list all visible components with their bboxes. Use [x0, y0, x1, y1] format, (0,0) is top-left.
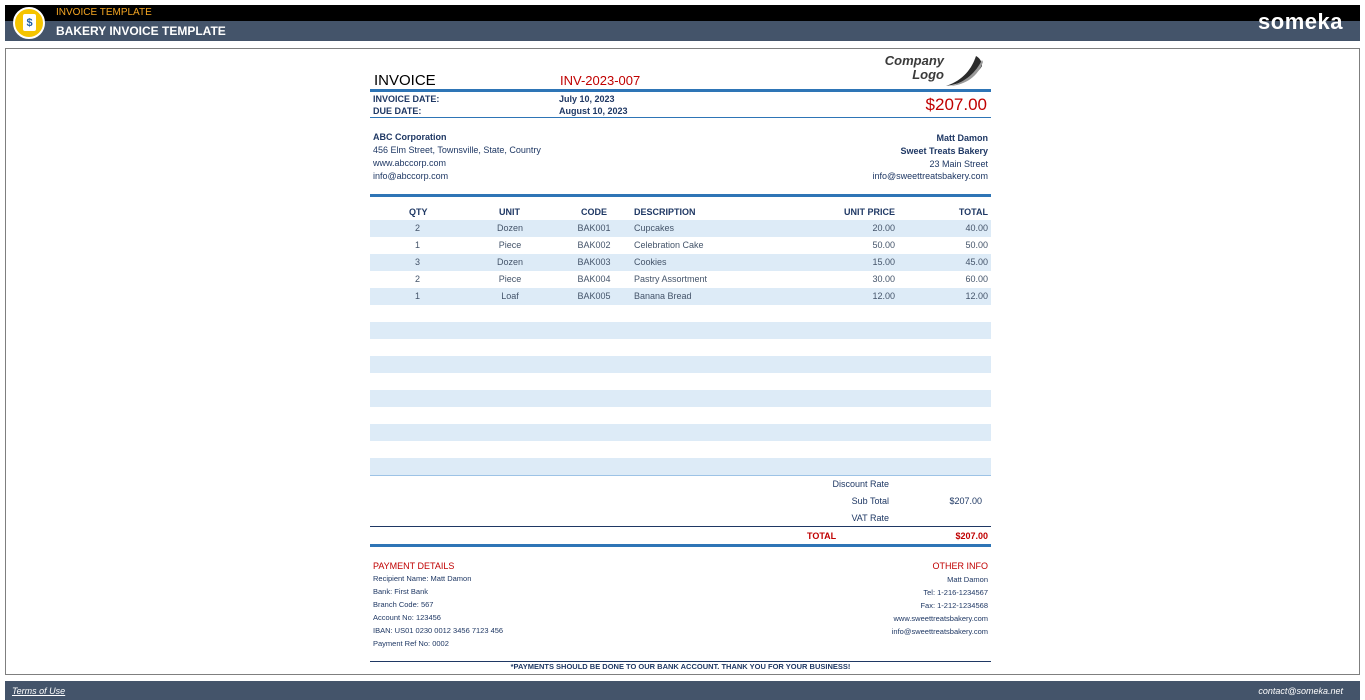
invoice-date-value[interactable]: July 10, 2023	[559, 94, 615, 104]
header-code: CODE	[581, 207, 608, 217]
due-date-value[interactable]: August 10, 2023	[559, 106, 628, 116]
other-info-line: Tel: 1-216-1234567	[923, 588, 988, 597]
header-total: TOTAL	[958, 207, 988, 217]
cell-description[interactable]: Cookies	[634, 257, 667, 267]
other-info-line: Fax: 1-212-1234568	[920, 601, 988, 610]
invoice-date-label: INVOICE DATE:	[373, 94, 440, 104]
bill-to-web[interactable]: www.abccorp.com	[373, 158, 447, 168]
subtotal-value: $207.00	[949, 496, 982, 506]
empty-row[interactable]	[370, 390, 991, 407]
cell-code[interactable]: BAK002	[577, 240, 611, 250]
bottom-bar	[5, 681, 1360, 700]
total-label: TOTAL	[807, 531, 837, 541]
cell-total[interactable]: 60.00	[965, 274, 988, 284]
cell-total[interactable]: 45.00	[965, 257, 988, 267]
empty-row[interactable]	[370, 407, 991, 424]
empty-row[interactable]	[370, 458, 991, 475]
dates-divider	[370, 117, 991, 118]
cell-unit-price[interactable]: 30.00	[872, 274, 895, 284]
cell-description[interactable]: Pastry Assortment	[634, 274, 708, 284]
cell-code[interactable]: BAK004	[577, 274, 611, 284]
due-date-label: DUE DATE:	[373, 106, 422, 116]
footer-note: *PAYMENTS SHOULD BE DONE TO OUR BANK ACCOUNT. THANK YOU FOR YOUR BUSINESS!	[510, 662, 851, 671]
other-info-heading: OTHER INFO	[932, 561, 988, 571]
cell-description[interactable]: Banana Bread	[634, 291, 692, 301]
table-row[interactable]	[370, 254, 991, 271]
table-row[interactable]	[370, 220, 991, 237]
payment-detail-line: Payment Ref No: 0002	[373, 639, 449, 648]
app-subtitle: INVOICE TEMPLATE	[56, 7, 152, 18]
header-unit-price: UNIT PRICE	[843, 207, 895, 217]
logo-line-1: Company	[884, 53, 944, 68]
invoice-total-display: $207.00	[925, 95, 987, 114]
cell-description[interactable]: Celebration Cake	[634, 240, 704, 250]
from-name[interactable]: Matt Damon	[936, 133, 988, 143]
payment-detail-line: Bank: First Bank	[373, 587, 429, 596]
cell-total[interactable]: 12.00	[965, 291, 988, 301]
cell-unit-price[interactable]: 12.00	[872, 291, 895, 301]
subtotal-label: Sub Total	[851, 496, 889, 506]
header-unit: UNIT	[499, 207, 520, 217]
other-info-line: Matt Damon	[947, 575, 988, 584]
cell-unit[interactable]: Loaf	[501, 291, 519, 301]
other-info-line: info@sweettreatsbakery.com	[891, 627, 988, 636]
vat-rate-label: VAT Rate	[851, 513, 889, 523]
cell-total[interactable]: 50.00	[965, 240, 988, 250]
terms-of-use-link[interactable]: Terms of Use	[12, 686, 66, 696]
summary-divider	[370, 526, 991, 527]
app-title: BAKERY INVOICE TEMPLATE	[56, 24, 226, 38]
cell-code[interactable]: BAK001	[577, 223, 611, 233]
cell-unit[interactable]: Dozen	[496, 223, 523, 233]
cell-qty[interactable]: 3	[414, 257, 420, 267]
bill-to-address[interactable]: 456 Elm Street, Townsville, State, Country	[373, 145, 541, 155]
payment-details-heading: PAYMENT DETAILS	[373, 561, 455, 571]
cell-unit-price[interactable]: 50.00	[872, 240, 895, 250]
company-logo-text	[874, 54, 944, 82]
dollar-icon: $	[26, 17, 33, 29]
summary-bottom-divider	[370, 544, 991, 547]
empty-row[interactable]	[370, 373, 991, 390]
cell-unit-price[interactable]: 15.00	[872, 257, 895, 267]
payment-detail-line: Branch Code: 567	[373, 600, 434, 609]
cell-qty[interactable]: 1	[414, 291, 420, 301]
invoice-dollar-icon	[13, 7, 45, 39]
table-row[interactable]	[370, 288, 991, 305]
empty-row[interactable]	[370, 441, 991, 458]
table-row[interactable]	[370, 237, 991, 254]
header-description: DESCRIPTION	[634, 207, 696, 217]
cell-description[interactable]: Cupcakes	[634, 223, 675, 233]
empty-row[interactable]	[370, 424, 991, 441]
table-top-divider	[370, 194, 991, 197]
bill-to-email[interactable]: info@abccorp.com	[373, 171, 449, 181]
header-divider	[370, 89, 991, 92]
bill-to-name[interactable]: ABC Corporation	[373, 132, 447, 142]
someka-logo[interactable]: someka	[1258, 9, 1343, 34]
logo-swoosh-icon	[936, 52, 984, 88]
cell-unit[interactable]: Piece	[498, 240, 522, 250]
empty-row[interactable]	[370, 339, 991, 356]
top-header-bar	[5, 5, 1360, 21]
table-row[interactable]	[370, 271, 991, 288]
contact-email[interactable]: contact@someka.net	[1258, 686, 1343, 696]
discount-rate-label: Discount Rate	[832, 479, 889, 489]
cell-unit[interactable]: Dozen	[496, 257, 523, 267]
invoice-label: INVOICE	[374, 72, 436, 89]
cell-qty[interactable]: 2	[414, 223, 420, 233]
total-value: $207.00	[955, 531, 988, 541]
cell-code[interactable]: BAK005	[577, 291, 611, 301]
table-bottom-divider	[370, 475, 991, 476]
from-company[interactable]: Sweet Treats Bakery	[900, 146, 988, 156]
logo-line-2: Logo	[912, 67, 944, 82]
cell-unit[interactable]: Piece	[498, 274, 522, 284]
cell-total[interactable]: 40.00	[965, 223, 988, 233]
from-email[interactable]: info@sweettreatsbakery.com	[872, 171, 988, 181]
empty-row[interactable]	[370, 356, 991, 373]
payment-detail-line: IBAN: US01 0230 0012 3456 7123 456	[373, 626, 504, 635]
invoice-number[interactable]: INV-2023-007	[560, 73, 641, 88]
from-address[interactable]: 23 Main Street	[929, 159, 988, 169]
cell-qty[interactable]: 2	[414, 274, 420, 284]
cell-qty[interactable]: 1	[414, 240, 420, 250]
payment-detail-line: Account No: 123456	[373, 613, 441, 622]
payment-detail-line: Recipient Name: Matt Damon	[373, 574, 472, 583]
cell-unit-price[interactable]: 20.00	[872, 223, 895, 233]
cell-code[interactable]: BAK003	[577, 257, 611, 267]
empty-row[interactable]	[370, 322, 991, 339]
header-qty: QTY	[409, 207, 428, 217]
other-info-line: www.sweettreatsbakery.com	[893, 614, 988, 623]
company-logo[interactable]	[868, 52, 986, 88]
